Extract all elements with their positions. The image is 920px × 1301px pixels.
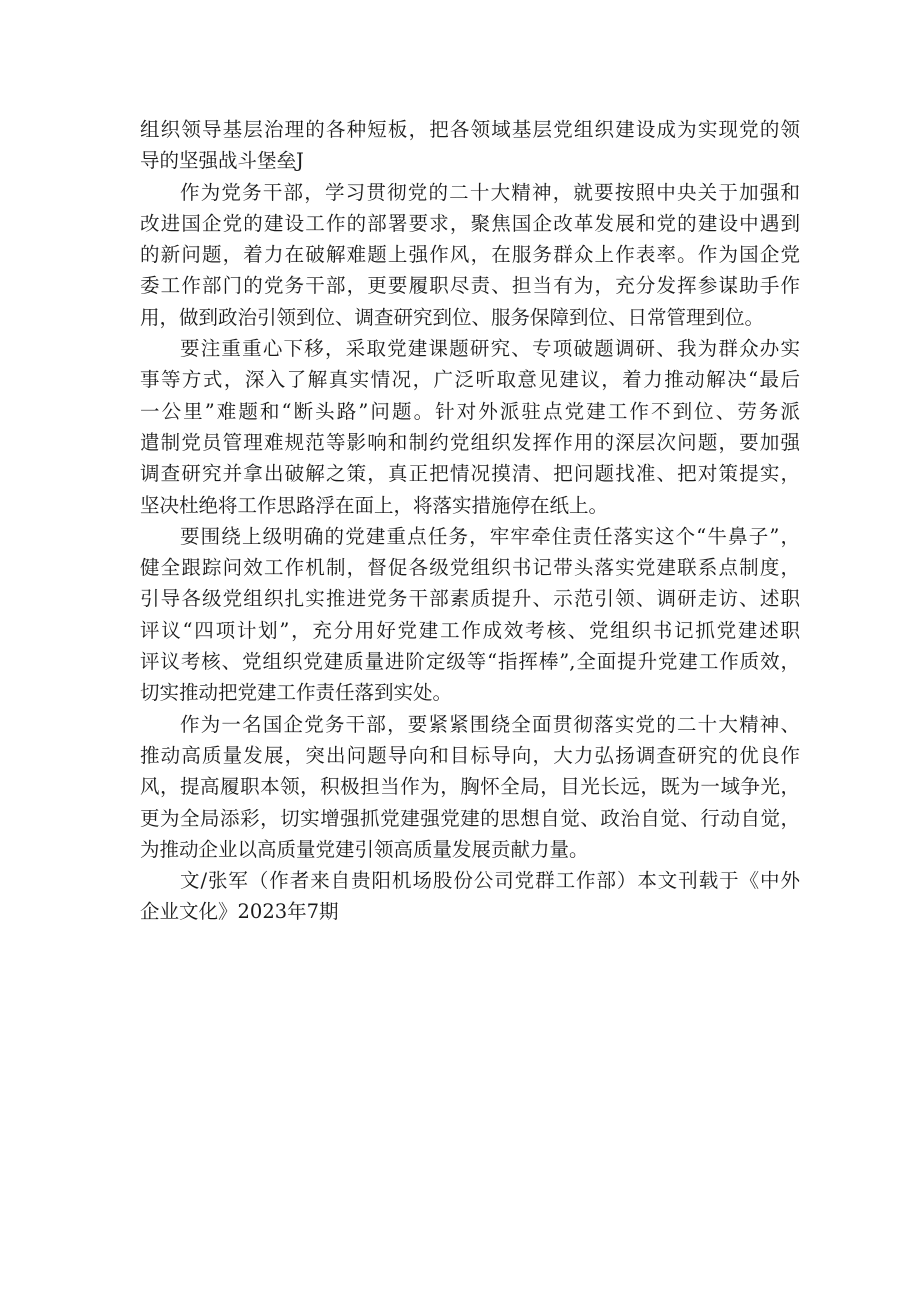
text-line: 文/张军（作者来自贵阳机场股份公司党群工作部）本文刊载于《中外 [180,869,800,893]
text-line: 作为党务干部，学习贯彻党的二十大精神，就要按照中央关于加强和 [180,180,800,204]
text-line: 用，做到政治引领到位、调查研究到位、服务保障到位、日常管理到位。 [140,305,765,329]
text-line: 引导各级党组织扎实推进党务干部素质提升、示范引领、调研走访、述职 [140,587,800,611]
paragraph [140,114,800,177]
text-line: 为推动企业以高质量党建引领高质量发展贡献力量。 [140,837,589,861]
text-line: 评议考核、党组织党建质量进阶定级等“指挥棒”,全面提升党建工作质效， [140,650,800,674]
paragraph [140,333,800,521]
text-line: 企业文化》2023年7期 [140,900,339,924]
text-line: 作为一名国企党务干部，要紧紧围绕全面贯彻落实党的二十大精神、 [180,712,800,736]
byline-paragraph [140,865,800,928]
text-line: 坚决杜绝将工作思路浮在面上，将落实措施停在纸上。 [140,493,609,517]
text-line: 切实推动把党建工作责任落到实处。 [140,681,453,705]
text-line: 组织领导基层治理的各种短板，把各领域基层党组织建设成为实现党的领 [140,118,800,141]
text-line: 的新问题，着力在破解难题上强作风，在服务群众上作表率。作为国企党 [140,243,800,267]
text-line: 调查研究并拿出破解之策，真正把情况摸清、把问题找准、把对策提实， [140,462,800,486]
text-line: 导的坚强战斗堡垒J [140,149,304,173]
text-line: 遣制党员管理难规范等影响和制约党组织发挥作用的深层次问题，要加强 [140,430,800,454]
text-line: 更为全局添彩，切实增强抓党建强党建的思想自觉、政治自觉、行动自觉， [140,806,800,830]
text-line: 要围绕上级明确的党建重点任务，牢牢牵住责任落实这个“牛鼻子”， [180,524,800,548]
text-line: 改进国企党的建设工作的部署要求，聚焦国企改革发展和党的建设中遇到 [140,211,800,235]
text-line: 事等方式，深入了解真实情况，广泛听取意见建议，着力推动解决“最后 [140,368,800,392]
text-line: 推动高质量发展，突出问题导向和目标导向，大力弘扬调查研究的优良作 [140,743,800,767]
text-line: 要注重重心下移，采取党建课题研究、专项破题调研、我为群众办实 [180,337,800,361]
text-line: 风，提高履职本领，积极担当作为，胸怀全局，目光长远，既为一域争光， [140,775,800,799]
text-line: 一公里”难题和“断头路”问题。针对外派驻点党建工作不到位、劳务派 [140,399,800,423]
paragraph [140,177,800,333]
text-line: 评议“四项计划”，充分用好党建工作成效考核、党组织书记抓党建述职 [140,618,800,642]
paragraph [140,521,800,709]
text-line: 委工作部门的党务干部，更要履职尽责、担当有为，充分发挥参谋助手作 [140,274,800,298]
article-body [140,114,800,928]
paragraph [140,709,800,865]
text-line: 健全跟踪问效工作机制，督促各级党组织书记带头落实党建联系点制度， [140,556,800,580]
